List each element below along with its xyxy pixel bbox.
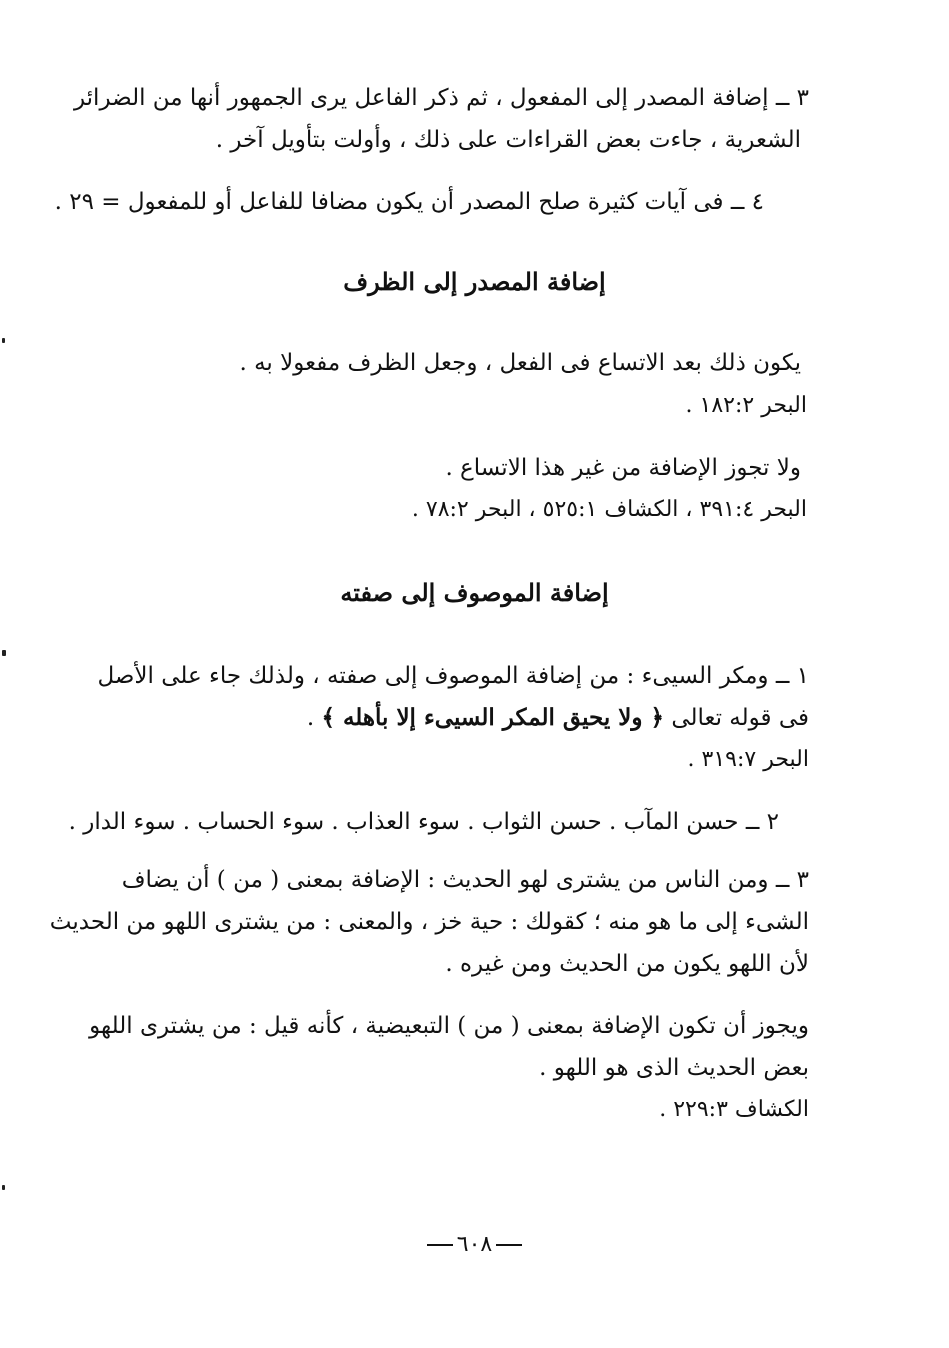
reference-bahr-1: البحر ١٨٢:٢ . — [685, 393, 807, 418]
quran-period: . — [306, 705, 315, 731]
item-3-line-2: الشعرية ، جاءت بعض القراءات على ذلك ، وأولت بتأويل آخر . — [215, 127, 801, 153]
section-heading-mawsuf-sifa: إضافة الموصوف إلى صفته — [340, 578, 609, 607]
item-4-line-1: ٤ ــ فى آيات كثيرة صلح المصدر أن يكون مضافا للفاعل أو للمفعول = ٢٩ . — [54, 189, 764, 215]
scan-speck — [2, 650, 6, 656]
scan-speck — [2, 338, 5, 343]
scan-speck — [2, 1185, 5, 1190]
reference-bahr-2: البحر ٣١٩:٧ . — [687, 747, 809, 772]
para-2-line-1: ولا تجوز الإضافة من غير هذا الاتساع . — [445, 455, 801, 481]
reference-kashshaf: الكشاف ٢٢٩:٣ . — [659, 1097, 809, 1122]
s3-item-1-line-2 — [307, 702, 809, 734]
s3-item-3-line-2: الشىء إلى ما هو منه ؛ كقولك : حية خز ، والمعنى : من يشترى اللهو من الحديث — [49, 909, 809, 935]
s3-item-2-line-1: ٢ ــ حسن المآب . حسن الثواب . سوء العذاب . سوء الحساب . سوء الدار . — [68, 809, 779, 835]
s3-para-line-2: بعض الحديث الذى هو اللهو . — [539, 1055, 809, 1081]
s3-item-1-line-1: ١ ــ ومكر السيىء : من إضافة الموصوف إلى صفته ، ولذلك جاء على الأصل — [97, 663, 809, 689]
quran-verse: ﴿ ولا يحيق المكر السيىء إلا بأهله ﴾ — [321, 704, 664, 731]
right-dash — [427, 1244, 453, 1246]
item-3-line-1: ٣ ــ إضافة المصدر إلى المفعول ، ثم ذكر الفاعل يرى الجمهور أنها من الضرائر — [73, 85, 809, 111]
s3-para-line-1: ويجوز أن تكون الإضافة بمعنى ( من ) التبعيضية ، كأنه قيل : من يشترى اللهو — [89, 1013, 809, 1039]
left-dash — [496, 1244, 522, 1246]
section-heading-masdar-zarf: إضافة المصدر إلى الظرف — [343, 267, 606, 296]
s3-item-3-line-3: لأن اللهو يكون من الحديث ومن غيره . — [445, 951, 809, 977]
reference-list-1: البحر ٣٩١:٤ ، الكشاف ٥٢٥:١ ، البحر ٧٨:٢ . — [411, 497, 807, 522]
page-number — [0, 1230, 949, 1260]
quran-intro: فى قوله تعالى — [671, 705, 809, 731]
page-number-text: ٦٠٨ — [456, 1232, 493, 1257]
para-1-line-1: يكون ذلك بعد الاتساع فى الفعل ، وجعل الظرف مفعولا به . — [239, 350, 801, 376]
s3-item-3-line-1: ٣ ــ ومن الناس من يشترى لهو الحديث : الإضافة بمعنى ( من ) أن يضاف — [121, 867, 809, 893]
